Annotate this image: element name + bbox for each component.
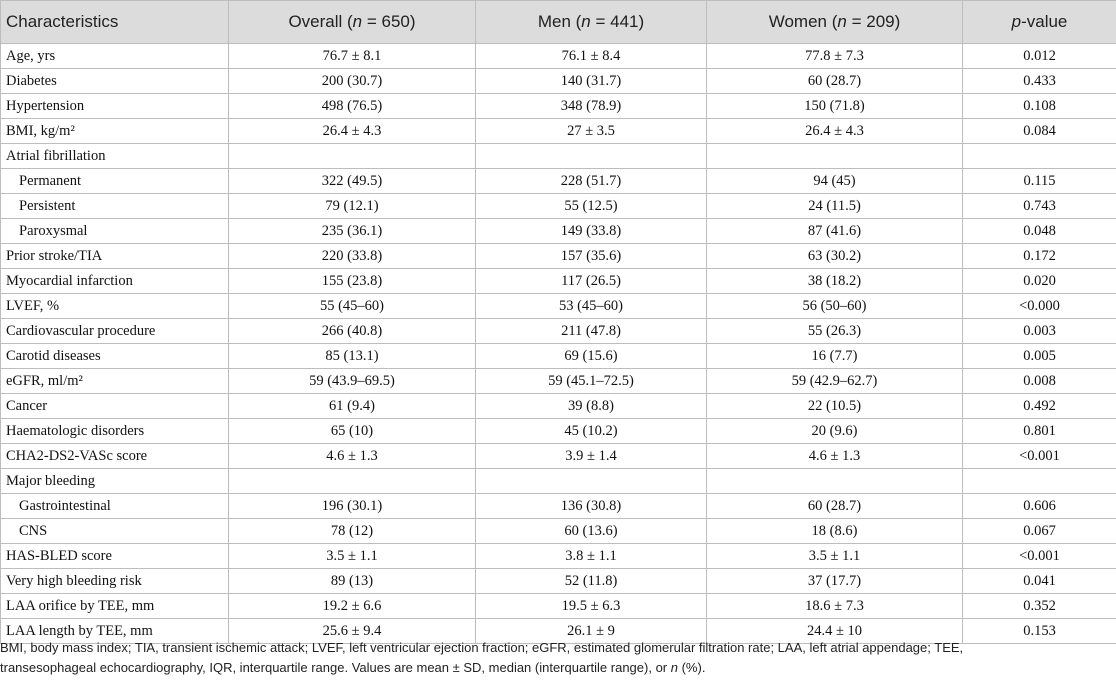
table-row [1,194,1116,219]
cell-women: 150 (71.8) [707,94,963,119]
cell-p-value: 0.172 [963,244,1116,269]
row-label: Persistent [1,194,229,219]
cell-overall: 59 (43.9–69.5) [229,369,476,394]
table-row [1,269,1116,294]
table-row [1,219,1116,244]
header-overall: Overall (n = 650) [229,1,476,44]
cell-men: 3.8 ± 1.1 [476,544,707,569]
cell-overall: 61 (9.4) [229,394,476,419]
cell-p-value: 0.352 [963,594,1116,619]
cell-p-value: 0.115 [963,169,1116,194]
row-label: Diabetes [1,69,229,94]
cell-men: 157 (35.6) [476,244,707,269]
cell-men: 45 (10.2) [476,419,707,444]
table-row [1,244,1116,269]
cell-men: 140 (31.7) [476,69,707,94]
cell-men: 348 (78.9) [476,94,707,119]
cell-women: 18.6 ± 7.3 [707,594,963,619]
cell-women: 63 (30.2) [707,244,963,269]
cell-women: 24.4 ± 10 [707,619,963,644]
cell-men: 19.5 ± 6.3 [476,594,707,619]
cell-p-value: 0.005 [963,344,1116,369]
cell-men: 117 (26.5) [476,269,707,294]
cell-p-value: 0.743 [963,194,1116,219]
table-body [1,44,1116,644]
cell-overall: 26.4 ± 4.3 [229,119,476,144]
cell-p-value: 0.492 [963,394,1116,419]
table-row [1,69,1116,94]
cell-overall: 78 (12) [229,519,476,544]
table-row [1,444,1116,469]
cell-men: 59 (45.1–72.5) [476,369,707,394]
cell-overall: 76.7 ± 8.1 [229,44,476,69]
table-row [1,369,1116,394]
cell-women: 3.5 ± 1.1 [707,544,963,569]
cell-p-value [963,144,1116,169]
cell-p-value: 0.153 [963,619,1116,644]
cell-p-value: 0.108 [963,94,1116,119]
cell-women: 20 (9.6) [707,419,963,444]
cell-women [707,469,963,494]
table-row [1,544,1116,569]
table-row [1,569,1116,594]
table-row [1,44,1116,69]
cell-p-value [963,469,1116,494]
cell-p-value: 0.048 [963,219,1116,244]
cell-women: 60 (28.7) [707,494,963,519]
row-label: Hypertension [1,94,229,119]
cell-p-value: 0.003 [963,319,1116,344]
cell-women: 38 (18.2) [707,269,963,294]
cell-men [476,144,707,169]
cell-men [476,469,707,494]
row-label: Very high bleeding risk [1,569,229,594]
row-label: Permanent [1,169,229,194]
cell-women: 24 (11.5) [707,194,963,219]
row-label: Major bleeding [1,469,229,494]
footnote-line-2: transesophageal echocardiography, IQR, interquartile range. Values are mean ± SD, median (interquartile range), or n (%). [0,660,706,675]
cell-men: 211 (47.8) [476,319,707,344]
cell-p-value: 0.020 [963,269,1116,294]
row-label: Atrial fibrillation [1,144,229,169]
cell-men: 228 (51.7) [476,169,707,194]
header-p-value: p-value [963,1,1116,44]
cell-overall: 85 (13.1) [229,344,476,369]
cell-overall: 220 (33.8) [229,244,476,269]
row-label: CNS [1,519,229,544]
cell-p-value: 0.008 [963,369,1116,394]
cell-overall [229,144,476,169]
row-label: Carotid diseases [1,344,229,369]
header-men: Men (n = 441) [476,1,707,44]
row-label: Prior stroke/TIA [1,244,229,269]
cell-women: 56 (50–60) [707,294,963,319]
cell-overall: 498 (76.5) [229,94,476,119]
cell-p-value: 0.067 [963,519,1116,544]
header-row [1,1,1116,44]
cell-men: 136 (30.8) [476,494,707,519]
cell-p-value: <0.000 [963,294,1116,319]
cell-women: 94 (45) [707,169,963,194]
cell-overall: 65 (10) [229,419,476,444]
row-label: Cancer [1,394,229,419]
table-row [1,344,1116,369]
table-row [1,469,1116,494]
cell-women: 22 (10.5) [707,394,963,419]
cell-overall [229,469,476,494]
cell-women: 55 (26.3) [707,319,963,344]
cell-women: 16 (7.7) [707,344,963,369]
cell-men: 55 (12.5) [476,194,707,219]
table-row [1,94,1116,119]
cell-overall: 235 (36.1) [229,219,476,244]
cell-p-value: 0.801 [963,419,1116,444]
row-label: Gastrointestinal [1,494,229,519]
cell-men: 26.1 ± 9 [476,619,707,644]
cell-women: 87 (41.6) [707,219,963,244]
table-row [1,119,1116,144]
row-label: Age, yrs [1,44,229,69]
cell-p-value: <0.001 [963,444,1116,469]
row-label: HAS-BLED score [1,544,229,569]
row-label: BMI, kg/m² [1,119,229,144]
cell-p-value: 0.433 [963,69,1116,94]
cell-men: 53 (45–60) [476,294,707,319]
cell-women [707,144,963,169]
header-characteristics: Characteristics [1,1,229,44]
cell-p-value: 0.012 [963,44,1116,69]
cell-women: 59 (42.9–62.7) [707,369,963,394]
table-row [1,319,1116,344]
table-row [1,594,1116,619]
row-label: Cardiovascular procedure [1,319,229,344]
cell-women: 4.6 ± 1.3 [707,444,963,469]
cell-overall: 200 (30.7) [229,69,476,94]
cell-men: 3.9 ± 1.4 [476,444,707,469]
cell-women: 37 (17.7) [707,569,963,594]
row-label: Haematologic disorders [1,419,229,444]
row-label: eGFR, ml/m² [1,369,229,394]
cell-women: 60 (28.7) [707,69,963,94]
cell-men: 76.1 ± 8.4 [476,44,707,69]
cell-overall: 19.2 ± 6.6 [229,594,476,619]
cell-men: 52 (11.8) [476,569,707,594]
cell-p-value: 0.606 [963,494,1116,519]
cell-women: 26.4 ± 4.3 [707,119,963,144]
table-footnote [0,638,1110,678]
cell-women: 77.8 ± 7.3 [707,44,963,69]
cell-overall: 89 (13) [229,569,476,594]
row-label: LAA length by TEE, mm [1,619,229,644]
cell-overall: 322 (49.5) [229,169,476,194]
row-label: CHA2-DS2-VASc score [1,444,229,469]
cell-overall: 266 (40.8) [229,319,476,344]
row-label: Paroxysmal [1,219,229,244]
table-row [1,494,1116,519]
row-label: LAA orifice by TEE, mm [1,594,229,619]
cell-men: 69 (15.6) [476,344,707,369]
table-row [1,144,1116,169]
footnote-line-1: BMI, body mass index; TIA, transient ischemic attack; LVEF, left ventricular ejection fraction; eGFR, estimated glomerular filtration rate; LAA, left atrial appendage; TEE, [0,640,964,655]
table-row [1,169,1116,194]
cell-p-value: 0.041 [963,569,1116,594]
cell-p-value: 0.084 [963,119,1116,144]
cell-men: 149 (33.8) [476,219,707,244]
table-row [1,419,1116,444]
cell-p-value: <0.001 [963,544,1116,569]
cell-overall: 79 (12.1) [229,194,476,219]
header-women: Women (n = 209) [707,1,963,44]
row-label: Myocardial infarction [1,269,229,294]
cell-overall: 55 (45–60) [229,294,476,319]
cell-men: 60 (13.6) [476,519,707,544]
cell-overall: 196 (30.1) [229,494,476,519]
table-row [1,294,1116,319]
cell-overall: 4.6 ± 1.3 [229,444,476,469]
cell-overall: 155 (23.8) [229,269,476,294]
row-label: LVEF, % [1,294,229,319]
table-row [1,519,1116,544]
cell-overall: 25.6 ± 9.4 [229,619,476,644]
cell-men: 27 ± 3.5 [476,119,707,144]
cell-men: 39 (8.8) [476,394,707,419]
cell-women: 18 (8.6) [707,519,963,544]
cell-overall: 3.5 ± 1.1 [229,544,476,569]
table-row [1,394,1116,419]
